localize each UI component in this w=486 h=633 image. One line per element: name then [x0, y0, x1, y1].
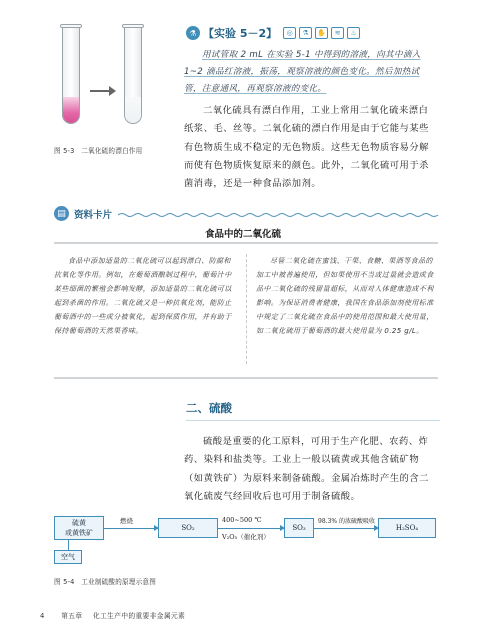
chapter-title: 化工生产中的重要非金属元素	[92, 612, 186, 620]
label-temperature: 400~500 ℃	[222, 516, 262, 524]
node-so3: SO₃	[284, 518, 314, 538]
book-icon: ▤	[54, 206, 69, 221]
page-number: 4	[40, 612, 45, 620]
sulfuric-acid-process-diagram	[54, 514, 438, 572]
paragraph-1-text: 二氧化硫具有漂白作用，工业上常用二氧化硫来漂白纸浆、毛、丝等。二氧化硫的漂白作用是由于它能与某些有色物质生成不稳定的无色物质。这些无色物质容易分解而使有色物质恢复原来的颜色。此外，二氧化硫可用于杀菌消毒，还是一种食品添加剂。	[184, 105, 429, 190]
node-so2: SO₂	[158, 518, 218, 538]
card-rule-bottom	[54, 377, 438, 379]
arrow-absorption	[314, 528, 378, 529]
flask-icon: ⚗	[299, 27, 312, 39]
paragraph-2-text: 硫酸是重要的化工原料，可用于生产化肥、农药、炸药、染料和盐类等。工业上一般以硫黄或其他含硫矿物（如黄铁矿）为原料来制备硫酸。金属冶炼时产生的含二氧化硫废气经回收后也可用于制备硫酸。	[184, 436, 429, 502]
figure-5-3-caption: 图 5-3 二氧化硫的漂白作用	[54, 147, 143, 155]
node-raw-material: 硫黄 或黄铁矿	[54, 516, 104, 540]
safety-icons	[283, 27, 363, 39]
arrow-right-icon	[90, 90, 114, 92]
tube-rim	[122, 24, 144, 28]
chapter-number: 第五章	[61, 612, 83, 620]
experiment-title: 【实验 5－2】	[203, 27, 278, 40]
info-card-col1-text: 食品中添加适量的二氧化硫可以起到漂白、防腐和抗氧化等作用。例如，在葡萄酒酿制过程中，葡萄汁中某些细菌的繁殖会影响发酵，添加适量的二氧化硫可以起到杀菌的作用。二氧化硫又是一种抗氧化剂，能防止葡萄酒中的一些成分被氧化，起到保质作用，并有助于保持葡萄酒的天然果香味。	[54, 257, 232, 335]
node-air: 空气	[54, 550, 82, 564]
label-catalyst: V₂O₅（催化剂）	[222, 533, 270, 541]
colorless-solution	[125, 97, 141, 123]
experiment-icon: ⚗	[186, 26, 200, 40]
section-title-sulfuric-acid: 二、硫酸	[186, 401, 232, 415]
hand-icon: ✋	[315, 27, 328, 39]
section-underline	[186, 420, 440, 421]
tube-rim	[60, 24, 82, 28]
experiment-header	[186, 24, 363, 42]
figure-5-4-caption: 图 5-4 工业制硫酸的原理示意图	[54, 578, 156, 586]
info-card-header	[54, 206, 112, 221]
experiment-text	[184, 47, 436, 98]
paragraph-sulfur-dioxide-uses	[184, 102, 438, 193]
test-tube-clear	[124, 26, 142, 124]
test-tube-pink	[62, 26, 80, 124]
node-h2so4: H₂SO₄	[378, 518, 436, 538]
label-combustion: 燃烧	[120, 517, 133, 525]
fire-icon: ♨	[347, 27, 360, 39]
paragraph-sulfuric-acid	[184, 433, 438, 506]
label-absorption: 98.3% 的浓硫酸吸收	[318, 518, 375, 525]
column-divider	[246, 254, 247, 364]
info-card-label: 资料卡片	[74, 209, 113, 221]
arrow-catalytic-oxidation	[218, 528, 284, 529]
air-connector	[68, 540, 69, 550]
info-card-column-1	[54, 254, 236, 338]
wavy-divider	[118, 212, 440, 218]
arrow-combustion	[104, 528, 158, 529]
info-card-column-2	[256, 254, 438, 338]
experiment-text-content: 用试管取 2 mL 在实验 5-1 中得到的溶液，向其中滴入 1~2 滴品红溶液，振荡，观察溶液的颜色变化。然后加热试管，注意通风，再观察溶液的变化。	[184, 50, 421, 94]
card-rule-top	[54, 242, 438, 244]
page-footer	[40, 610, 185, 620]
info-card-title: 食品中的二氧化硫	[204, 229, 281, 240]
pink-solution	[63, 97, 79, 123]
goggles-icon: ◎	[283, 27, 296, 39]
fume-icon: ≋	[331, 27, 344, 39]
info-card-col2-text: 尽管二氧化硫在蜜饯、干果、食糖、果酒等食品的加工中被普遍使用，但如果使用不当或过量就会造成食品中二氧化硫的残留量超标，从而对人体健康造成不利影响。为保证消费者健康，我国在食品添加剂使用标准中规定了二氧化硫在食品中的使用范围和最大使用量，如二氧化硫用于葡萄酒的最大使用量为 0.25 g/L。	[256, 257, 434, 335]
test-tube-figure	[42, 22, 177, 134]
